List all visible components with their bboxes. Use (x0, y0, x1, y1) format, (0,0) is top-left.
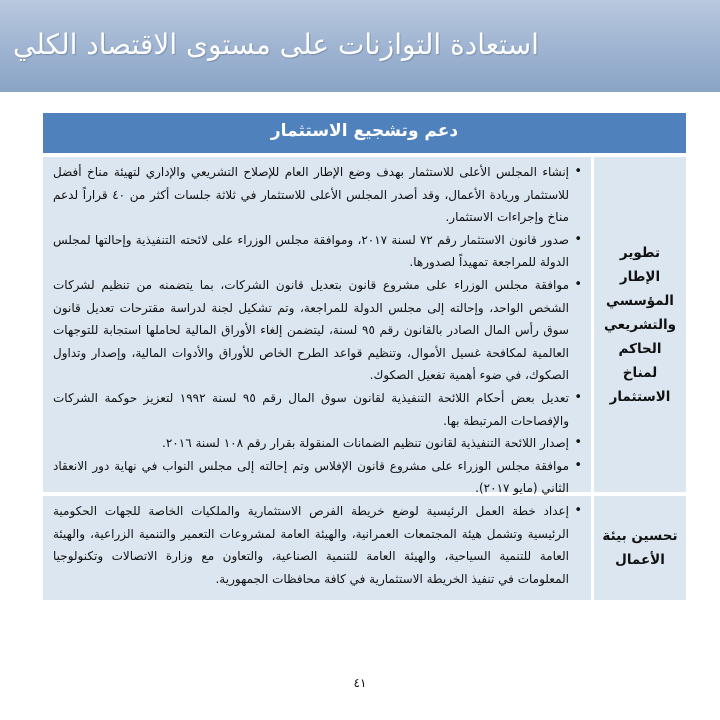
list-item: • موافقة مجلس الوزراء على مشروع قانون الإفلاس وتم إحالته إلى مجلس النواب في نهاية دور الانعقاد الثاني (مايو ٢٠١٧). (53, 455, 569, 500)
row-label-cell (591, 157, 686, 492)
list-item: • إنشاء المجلس الأعلى للاستثمار بهدف وضع الإطار العام للإصلاح التشريعي والإداري لتهيئة مناخ أفضل للاستثمار وريادة الأعمال، وقد أصدر المجلس الأعلى للاستثمار في ثلاثة جلسات أكثر من ٤٠ قراراً لدعم مناخ وإجراءات الاستثمار. (53, 161, 569, 229)
page-title: استعادة التوازنات على مستوى الاقتصاد الكلي (13, 28, 539, 61)
row-label: تحسين بيئة الأعمال (602, 528, 678, 568)
row-content-cell (43, 157, 591, 496)
list-item: • تعديل بعض أحكام اللائحة التنفيذية لقانون سوق المال رقم ٩٥ لسنة ١٩٩٢ لتعزيز حوكمة الشركات والإفصاحات المرتبطة بها. (53, 387, 569, 432)
row-label-cell (591, 496, 686, 600)
list-item: • إعداد خطة العمل الرئيسية لوضع خريطة الفرص الاستثمارية والملكيات الخاصة للجهات الحكومية الرئيسية وتشمل هيئة المجتمعات العمرانية، والهيئة العامة لمشروعات التعمير والتنمية الزراعية، والهيئة العامة للتنمية السياحية، والهيئة العامة للتنمية الصناعية، والتعاون مع وزارة الاتصالات وتكنولوجيا المعلومات في تنفيذ الخريطة الاستثمارية في كافة محافظات الجمهورية. (53, 500, 569, 590)
bullet-list (53, 500, 583, 590)
table-row (43, 157, 686, 496)
row-content-cell (43, 496, 591, 600)
table-row (43, 496, 686, 600)
bullet-list (53, 161, 583, 500)
list-item: • موافقة مجلس الوزراء على مشروع قانون بتعديل قانون الشركات، بما يتضمنه من تنظيم لشركات الشخص الواحد، وإحالته إلى مجلس الدولة للمراجعة، وتم تشكيل لجنة لدراسة مقترحات تعديل قانون سوق رأس المال الصادر بالقانون رقم ٩٥ لسنة، ليتضمن إلغاء الأوراق المالية لحاملها استجابة للتوجهات العالمية لمكافحة غسيل الأموال، وتنظيم قواعد الطرح الخاص للأوراق والأدوات المالية، وإصدار وتداول الصكوك، في ضوء أهمية تفعيل الصكوك. (53, 274, 569, 387)
title-banner (0, 0, 720, 92)
list-item: • صدور قانون الاستثمار رقم ٧٢ لسنة ٢٠١٧، وموافقة مجلس الوزراء على لائحته التنفيذية وإحالتها لمجلس الدولة للمراجعة تمهيداً لصدورها. (53, 229, 569, 274)
list-item: • إصدار اللائحة التنفيذية لقانون تنظيم الضمانات المنقولة بقرار رقم ١٠٨ لسنة ٢٠١٦. (53, 432, 569, 455)
table-header: دعم وتشجيع الاستثمار (43, 113, 686, 153)
page-number: ٤١ (353, 676, 367, 690)
row-label: تطوير الإطار المؤسسي والتشريعي الحاكم لمناخ الاستثمار (603, 244, 677, 405)
